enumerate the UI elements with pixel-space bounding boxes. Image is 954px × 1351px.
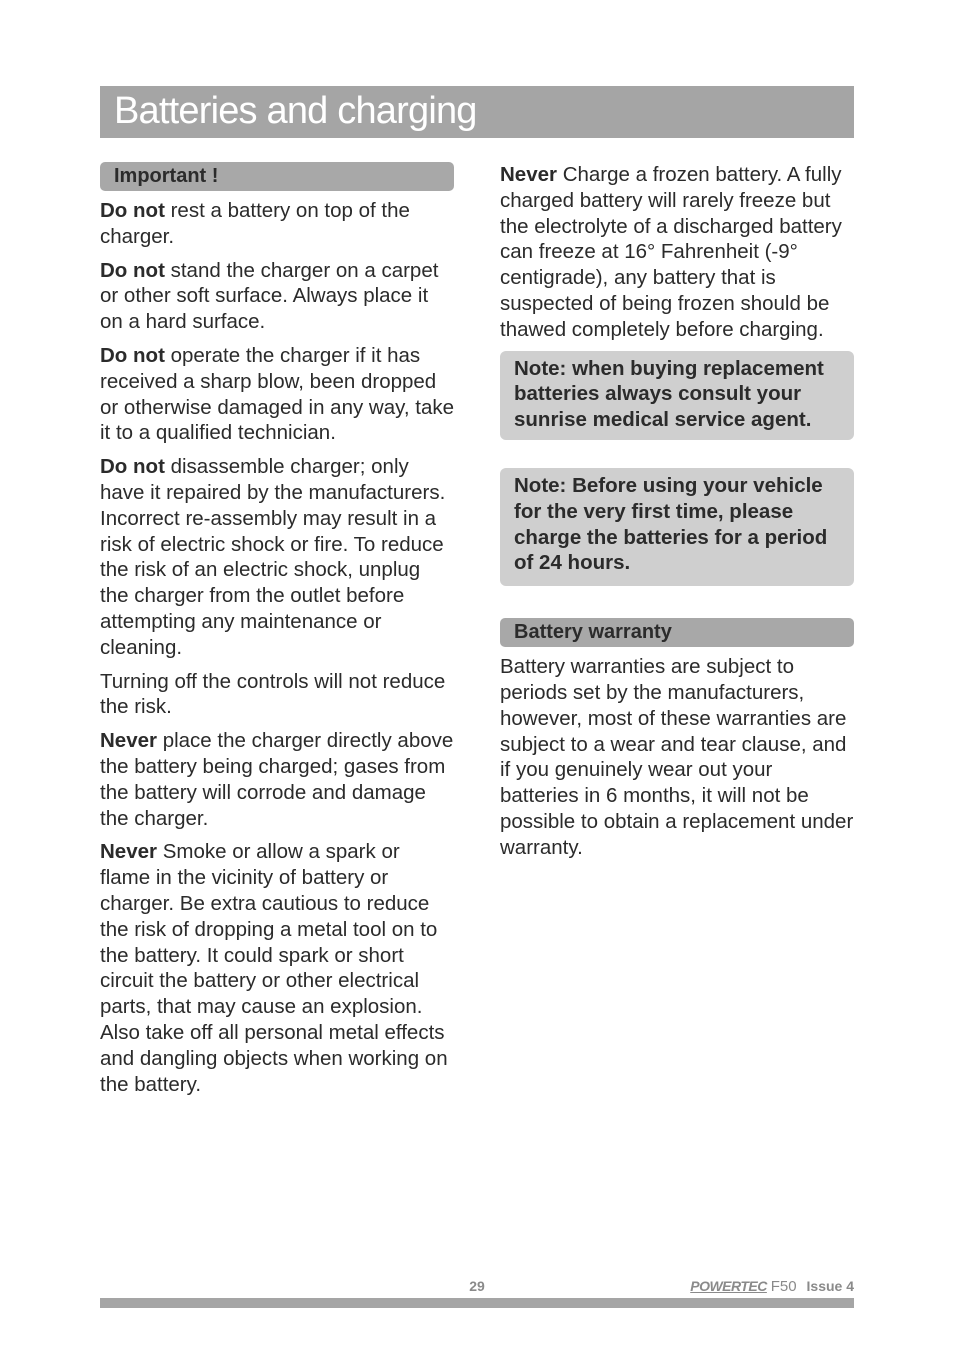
footer-bar: [100, 1298, 854, 1308]
issue-label: Issue 4: [806, 1278, 854, 1294]
paragraph: Do not rest a battery on top of the charger.: [100, 199, 410, 248]
replacement-note: Note: when buying replacement batteries always consult your sunrise medical service agent.: [500, 351, 854, 440]
frozen-battery-paragraph: Never Charge a frozen battery. A fully charged battery will rarely freeze but the electrolyte of a discharged battery can freeze at 16° Fahrenheit (-9° centigrade), any battery that is suspected of being frozen should be thawed completely before charging.: [500, 163, 842, 341]
model-name: F50: [770, 1278, 797, 1295]
paragraph: Turning off the controls will not reduce the risk.: [100, 669, 446, 719]
important-heading: Important !: [100, 162, 454, 191]
page-number: 29: [469, 1278, 485, 1294]
paragraph: Never place the charger directly above the battery being charged; gases from the battery will corrode and damage the charger.: [100, 729, 454, 830]
title-bar: [100, 86, 854, 138]
battery-warranty-heading: Battery warranty: [500, 618, 854, 647]
paragraph: Do not operate the charger if it has received a sharp blow, been dropped or otherwise damaged in any way, take it to a qualified technician.: [100, 343, 455, 445]
warranty-paragraph: Battery warranties are subject to periods set by the manufacturers, however, most of these warranties are subject to a wear and tear clause, and if you genuinely wear out your batteries in 6 months, it will not be possible to obtain a replacement under warranty.: [500, 655, 854, 859]
brand-logo: POWERTEC: [690, 1278, 767, 1294]
left-column: [100, 162, 454, 1105]
first-use-note: Note: Before using your vehicle for the very first time, please charge the batteries for a period of 24 hours.: [500, 468, 854, 586]
right-column: [500, 162, 854, 869]
paragraph: Do not disassemble charger; only have it repaired by the manufacturers. Incorrect re-assembly may result in a risk of electric shock or fire. To reduce the risk of an electric shock, unplug the charger from the outlet before attempting any maintenance or cleaning.: [100, 455, 446, 659]
page-title: Batteries and charging: [114, 90, 477, 132]
paragraph: Never Smoke or allow a spark or flame in the vicinity of battery or charger. Be extra cautious to reduce the risk of dropping a metal tool on to the battery. It could spark or short circuit the battery or other electrical parts, that may cause an explosion. Also take off all personal metal effects and dangling objects when working on the battery.: [100, 840, 448, 1096]
footer-brand: [690, 1278, 854, 1295]
paragraph: Do not stand the charger on a carpet or other soft surface. Always place it on a hard surface.: [100, 258, 439, 334]
